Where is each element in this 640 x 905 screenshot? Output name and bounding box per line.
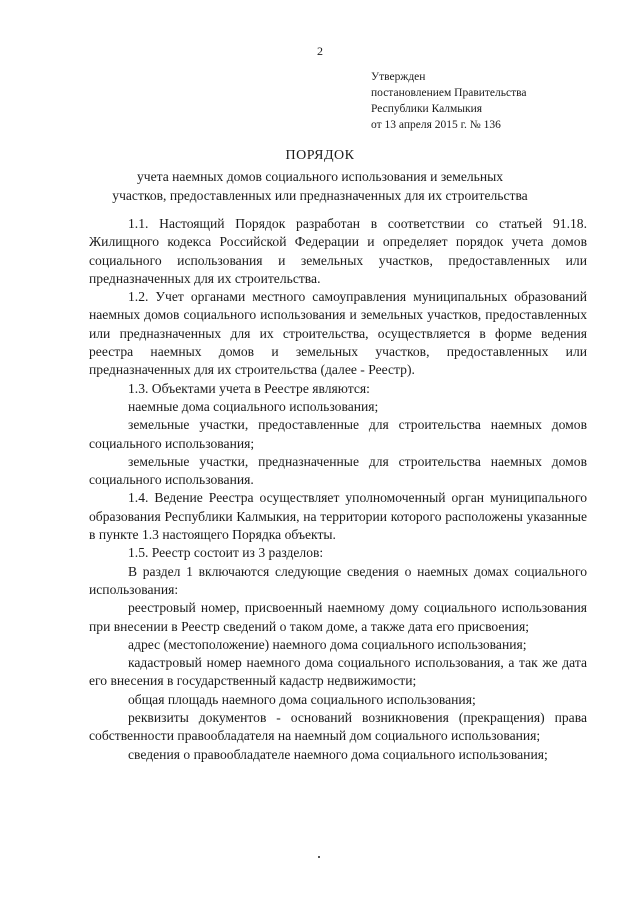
- paragraph-1-1: 1.1. Настоящий Порядок разработан в соответствии со статьей 91.18. Жилищного кодекса Российской Федерации и определяет порядок учета домов социального использования и земельных участков, предоставленных или предназначенных для их строительства.: [89, 216, 587, 286]
- document-title: ПОРЯДОК: [285, 148, 355, 163]
- paragraph-1-5: 1.5. Реестр состоит из 3 разделов:: [128, 545, 324, 561]
- list-item: реестровый номер, присвоенный наемному дому социального использования при внесении в Реестр сведений о таком доме, а также дата его присвоения;: [89, 600, 587, 634]
- list-item: земельные участки, предназначенные для строительства наемных домов социального использования.: [89, 453, 587, 488]
- approval-line: от 13 апреля 2015 г. № 136: [371, 119, 501, 131]
- paragraph-1-3: 1.3. Объектами учета в Реестре являются:: [128, 380, 370, 396]
- scan-speck: [318, 856, 320, 858]
- list-item: кадастровый номер наемного дома социального использования, а так же дата его внесения в государственный кадастр недвижимости;: [89, 655, 587, 689]
- approval-line: постановлением Правительства: [371, 87, 527, 99]
- list-item: реквизиты документов - оснований возникновения (прекращения) права собственности правообладателя на наемный дом социального использования;: [89, 710, 587, 744]
- subtitle-line: учета наемных домов социального использования и земельных: [136, 169, 504, 184]
- subtitle-line: участков, предоставленных или предназначенных для их строительства: [112, 188, 528, 203]
- list-item: сведения о правообладателе наемного дома социального использования;: [128, 746, 548, 762]
- document-body: [89, 215, 587, 764]
- list-item: наемные дома социального использования;: [128, 398, 379, 414]
- approval-line: Республики Калмыкия: [371, 103, 483, 115]
- page-number: 2: [317, 44, 323, 58]
- document-subtitle: [0, 167, 640, 205]
- section-1-intro: В раздел 1 включаются следующие сведения о наемных домах социального использования:: [89, 563, 587, 597]
- list-item: общая площадь наемного дома социального использования;: [128, 691, 476, 707]
- approval-stamp: [371, 69, 527, 133]
- list-item: земельные участки, предоставленные для строительства наемных домов социального использования;: [89, 417, 587, 451]
- approval-line: Утвержден: [371, 71, 426, 83]
- list-item: адрес (местоположение) наемного дома социального использования;: [128, 636, 527, 652]
- paragraph-1-4: 1.4. Ведение Реестра осуществляет уполномоченный орган муниципального образования Республики Калмыкия, на территории которого расположены указанные в пункте 1.3 настоящего Порядка объекты.: [89, 490, 587, 543]
- paragraph-1-2: 1.2. Учет органами местного самоуправления муниципальных образований наемных домов социального использования и земельных участков, предоставленных или предназначенных для их строительства, осуществляется в форме ведения реестра наемных домов и земельных участков, предоставленных или предназначенных для их строительства (далее - Реестр).: [89, 289, 587, 378]
